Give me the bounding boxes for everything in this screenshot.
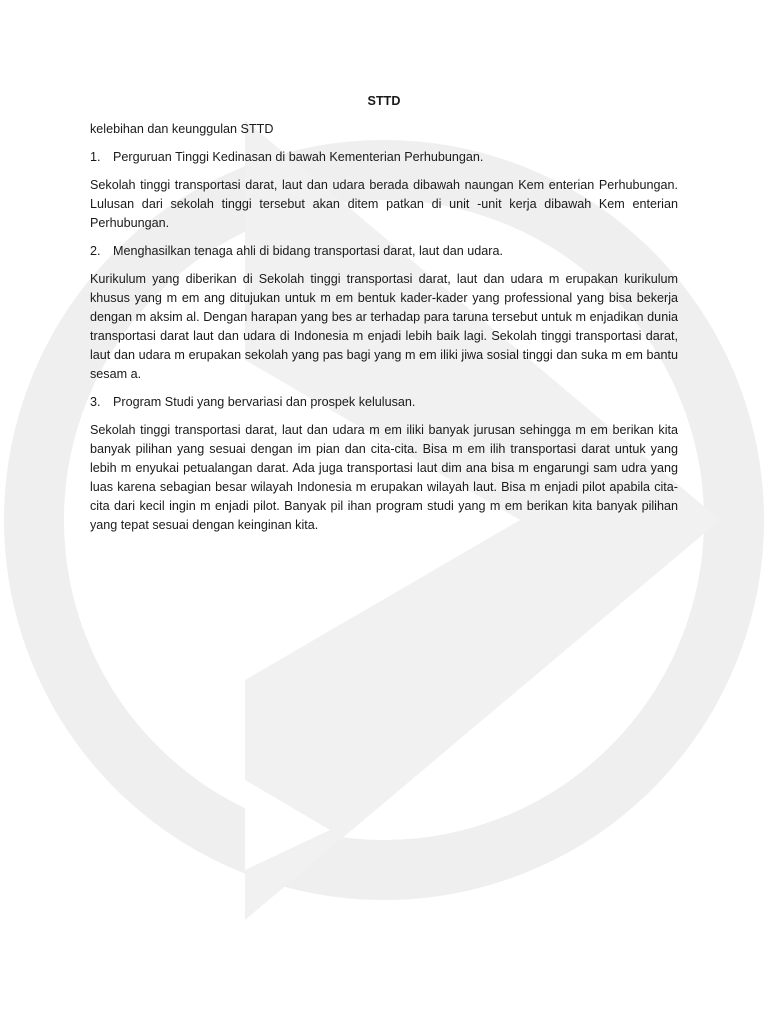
document-intro: kelebihan dan keunggulan STTD [90, 122, 274, 136]
document-title: STTD [367, 94, 401, 108]
section-2-number: 2. [90, 244, 101, 258]
section-2-title: Menghasilkan tenaga ahli di bidang transportasi darat, laut dan udara. [113, 244, 503, 258]
section-1-number: 1. [90, 150, 101, 164]
section-3-heading [90, 393, 678, 412]
document-page [90, 92, 678, 544]
section-1-heading [90, 148, 678, 167]
section-2-body: Kurikulum yang diberikan di Sekolah tinggi transportasi darat, laut dan udara m erupakan kurikulum khusus yang m em ang ditujukan untuk m em bentuk kader-kader yang professional yang bisa bekerja dengan m aksim al. Dengan harapan yang bes ar terhadap para taruna tersebut untuk m enjadikan dunia transportasi darat laut dan udara di Indonesia m enjadi lebih baik lagi. Sekolah tinggi transportasi darat, laut dan udara m erupakan sekolah yang pas bagi yang m em iliki jiwa sosial tinggi dan suka m em bantu sesam a. [90, 272, 678, 381]
section-3-number: 3. [90, 395, 101, 409]
section-3-title: Program Studi yang bervariasi dan prospek kelulusan. [113, 395, 416, 409]
section-3-body: Sekolah tinggi transportasi darat, laut dan udara m em iliki banyak jurusan sehingga m em berikan kita banyak pilihan yang sesuai dengan im pian dan cita-cita. Bisa m em ilih transportasi darat untuk yang lebih m enyukai petualangan darat. Ada juga transportasi laut dim ana bisa m engarungi sam udra yang luas karena sebagian besar wilayah Indonesia m erupakan wilayah laut. Bisa m enjadi pilot apabila cita-cita dari kecil ingin m enjadi pilot. Banyak pil ihan program studi yang m em berikan kita banyak pilihan yang tepat sesuai dengan keinginan kita. [90, 423, 678, 532]
section-1-body: Sekolah tinggi transportasi darat, laut dan udara berada dibawah naungan Kem enterian Perhubungan. Lulusan dari sekolah tinggi tersebut akan ditem patkan di unit -unit kerja dibawah Kem enterian Perhubungan. [90, 178, 678, 230]
section-1-title: Perguruan Tinggi Kedinasan di bawah Kementerian Perhubungan. [113, 150, 484, 164]
section-2-heading [90, 242, 678, 261]
